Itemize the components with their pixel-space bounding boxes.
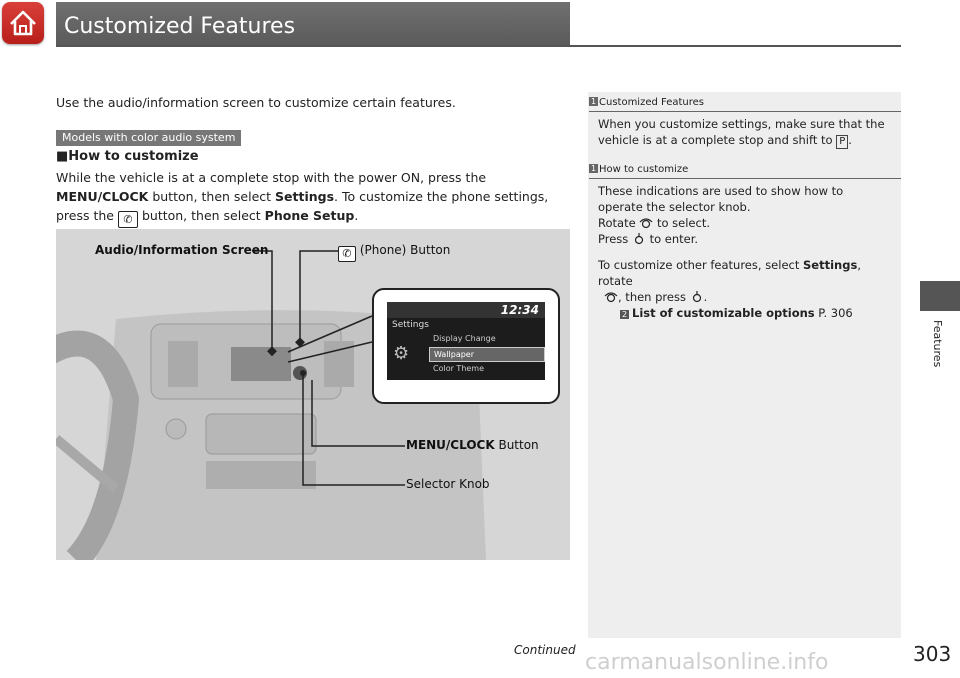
label-menu-bold: MENU/CLOCK (406, 438, 495, 452)
screen-clock: 12:34 (500, 303, 539, 317)
note2-other (598, 257, 888, 289)
note2-heading-text: How to customize (599, 164, 689, 175)
note2-line1: These indications are used to show how to operate the selector knob. (598, 184, 844, 214)
section-label: Features (931, 320, 944, 368)
link-page: P. 306 (814, 306, 853, 320)
phone-icon: ✆ (118, 211, 138, 228)
instruction-paragraph (56, 168, 570, 228)
label-phone-text: (Phone) Button (359, 243, 451, 257)
note1-heading-text: Customized Features (599, 97, 705, 108)
rotate-knob-icon (639, 217, 653, 229)
title-rule (56, 45, 901, 47)
gear-icon: ⚙ (393, 343, 410, 364)
para-settings: Settings (275, 189, 335, 204)
note1-heading (589, 97, 704, 108)
label-phone-button (338, 243, 450, 262)
link-arrow-icon: 2 (621, 310, 628, 319)
home-button[interactable] (2, 2, 44, 44)
note2-then-a: , then press (618, 290, 690, 304)
note2-other-bold: Settings (803, 258, 858, 272)
intro-text: Use the audio/information screen to customize certain features. (56, 95, 456, 110)
note1-number: 1 (590, 97, 597, 106)
watermark: carmanualsonline.info (585, 650, 829, 675)
note2-body (598, 183, 888, 321)
screen-item-display-change: Display Change (433, 334, 496, 343)
page-number: 303 (913, 642, 952, 666)
link-text: List of customizable options (632, 306, 815, 320)
note2-press (598, 231, 888, 247)
para-part-3: . To customize the phone settings, press the (56, 189, 549, 223)
phone-icon: ✆ (338, 246, 356, 262)
page-title: Customized Features (64, 14, 296, 39)
note2-rule (589, 178, 901, 179)
subheading-text: How to customize (68, 149, 199, 164)
label-audio-screen: Audio/Information Screen (95, 243, 269, 257)
note1-end: . (848, 133, 852, 147)
para-part-2: button, then select (148, 189, 276, 204)
home-icon (2, 2, 44, 44)
screen-item-color-theme: Color Theme (433, 364, 485, 373)
subheading-marker: ■ (56, 149, 69, 164)
label-selector-knob: Selector Knob (406, 477, 490, 491)
note2-press-a: Press (598, 232, 632, 246)
note2-other-b: , rotate (598, 258, 861, 288)
note2-rotate-b: to select. (653, 216, 710, 230)
note2-heading (589, 164, 688, 175)
para-part-1: While the vehicle is at a complete stop with the power ON, press the (56, 170, 487, 185)
screen-title: Settings (392, 320, 429, 330)
para-part-4: button, then select (137, 208, 265, 223)
note1-rule (589, 111, 901, 112)
note2-other-a: To customize other features, select (598, 258, 804, 272)
para-part-5: . (354, 208, 359, 223)
rotate-knob-icon (604, 291, 618, 303)
label-menu-rest: Button (494, 438, 539, 452)
press-knob-icon (690, 291, 704, 303)
note2-then-b: . (703, 290, 708, 304)
note2-spacer (598, 247, 888, 257)
note1-text: When you customize settings, make sure that the vehicle is at a complete stop and shift to (598, 117, 885, 147)
note2-number: 1 (590, 164, 597, 173)
para-menu-clock: MENU/CLOCK (56, 189, 149, 204)
para-phone-setup: Phone Setup (264, 208, 355, 223)
note2-rotate (598, 215, 888, 231)
subheading (56, 149, 199, 164)
gear-p-badge: P (836, 135, 848, 149)
section-tab[interactable] (920, 281, 960, 311)
continued-text: Continued (514, 643, 576, 657)
note2-then (598, 289, 888, 305)
note2-rotate-a: Rotate (598, 216, 640, 230)
label-menu-clock (406, 438, 539, 452)
model-tag: Models with color audio system (56, 130, 241, 146)
press-knob-icon (632, 233, 646, 245)
screen-item-wallpaper: Wallpaper (429, 347, 545, 362)
customizable-options-link[interactable] (598, 305, 888, 321)
note1-body (598, 116, 888, 149)
screen-display (387, 302, 545, 380)
note2-press-b: to enter. (645, 232, 699, 246)
